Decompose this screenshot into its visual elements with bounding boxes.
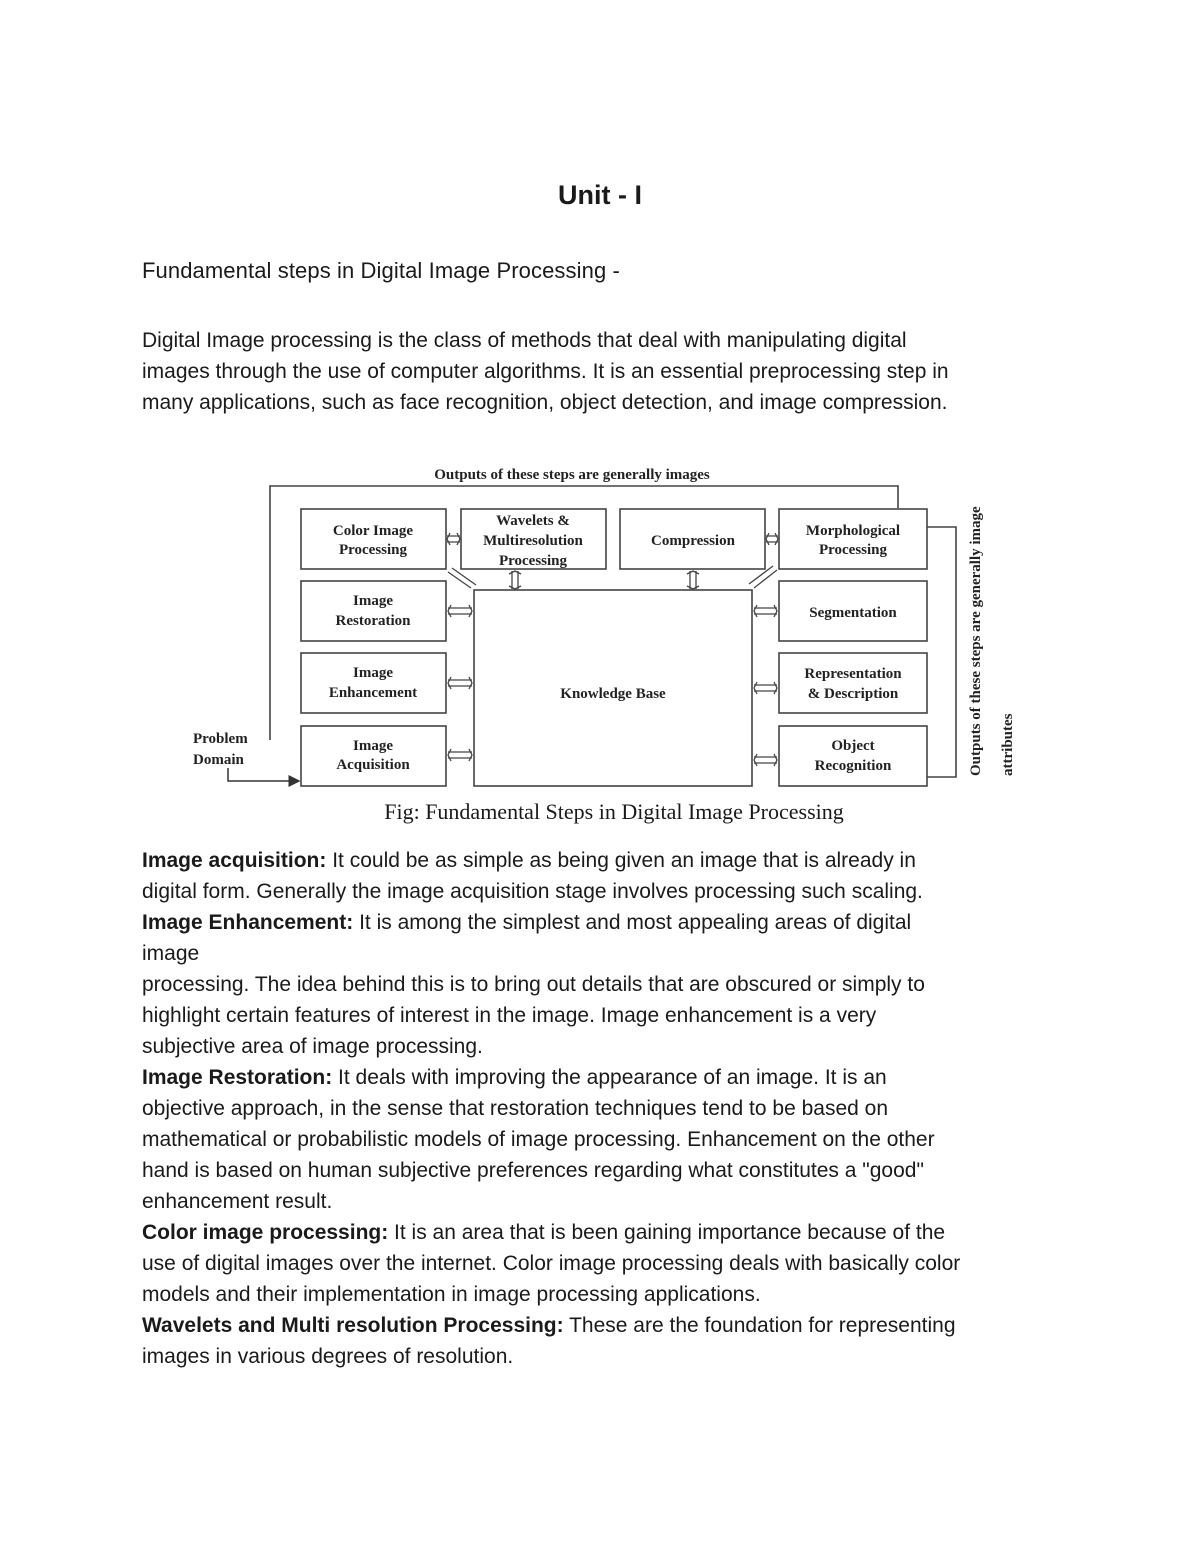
acquisition-text: It could be as simple as being given an image that is already in — [326, 849, 916, 872]
segmentation-label: Segmentation — [809, 605, 897, 621]
knowledge-base-label: Knowledge Base — [560, 686, 666, 702]
enhancement-label-2: Enhancement — [328, 685, 418, 701]
section-heading: Fundamental steps in Digital Image Processing - — [142, 258, 620, 283]
color-image-processing-box — [301, 509, 446, 569]
wavelets-line-2: images in various degrees of resolution. — [142, 1345, 514, 1368]
fundamental-steps-diagram — [186, 458, 1026, 798]
side-output-label-2: attributes — [1000, 713, 1016, 776]
color-line-3: models and their implementation in image processing applications. — [142, 1283, 761, 1306]
acquisition-line-1 — [142, 845, 1072, 876]
restoration-line-5: enhancement result. — [142, 1190, 333, 1213]
vertical-kb-connectors — [509, 571, 699, 589]
restoration-label-1: Image — [353, 593, 393, 609]
enhancement-line-4: highlight certain features of interest in the image. Image enhancement is a very — [142, 1004, 877, 1027]
object-label-1: Object — [831, 738, 875, 754]
morph-label-1: Morphological — [805, 523, 901, 539]
side-output-label-1: Outputs of these steps are generally image — [968, 506, 984, 776]
color-label-1: Color Image — [332, 523, 414, 539]
acquisition-label-1: Image — [353, 738, 393, 754]
color-term: Color image processing: — [142, 1221, 389, 1244]
morphological-processing-box — [779, 509, 927, 569]
enhancement-term: Image Enhancement: — [142, 911, 354, 934]
representation-box — [779, 653, 927, 713]
problem-domain-label-1: Problem — [193, 731, 248, 747]
wavelets-label-1: Wavelets & — [496, 513, 570, 529]
section-descriptions — [142, 845, 1072, 1372]
repr-label-2: & Description — [807, 686, 899, 702]
side-output-line — [927, 527, 956, 777]
wavelets-term: Wavelets and Multi resolution Processing: — [142, 1314, 564, 1337]
restoration-text: It deals with improving the appearance of an image. It is an — [332, 1066, 887, 1089]
wavelets-line-1 — [142, 1310, 1072, 1341]
enhancement-label-1: Image — [353, 665, 393, 681]
image-acquisition-box — [301, 726, 446, 786]
color-line-1 — [142, 1217, 1072, 1248]
enhancement-text: It is among the simplest and most appealing areas of digital — [353, 911, 912, 934]
page-title: Unit - I — [558, 180, 642, 210]
intro-line: Digital Image processing is the class of methods that deal with manipulating digital — [142, 329, 907, 352]
intro-paragraph — [142, 325, 1072, 418]
intro-line: images through the use of computer algorithms. It is an essential preprocessing step in — [142, 360, 949, 383]
image-enhancement-box — [301, 653, 446, 713]
enhancement-line-1 — [142, 907, 1072, 938]
restoration-line-3: mathematical or probabilistic models of image processing. Enhancement on the other — [142, 1128, 935, 1151]
restoration-line-2: objective approach, in the sense that restoration techniques tend to be based on — [142, 1097, 889, 1120]
acquisition-line-2: digital form. Generally the image acquisition stage involves processing such scaling. — [142, 880, 923, 903]
repr-label-1: Representation — [804, 666, 902, 682]
problem-domain-label-2: Domain — [193, 752, 244, 768]
wavelets-text: These are the foundation for representing — [563, 1314, 956, 1337]
enhancement-line-5: subjective area of image processing. — [142, 1035, 483, 1058]
compression-label: Compression — [651, 533, 735, 549]
wavelets-label-2: Multiresolution — [483, 533, 583, 549]
problem-domain-arrow — [228, 768, 299, 781]
enhancement-line-2: image — [142, 942, 200, 965]
acquisition-label-2: Acquisition — [336, 757, 410, 773]
intro-line: many applications, such as face recognition, object detection, and image compression. — [142, 391, 948, 414]
color-line-2: use of digital images over the internet. Color image processing deals with basically color — [142, 1252, 961, 1275]
top-output-label: Outputs of these steps are generally images — [434, 467, 710, 483]
restoration-line-4: hand is based on human subjective preferences regarding what constitutes a "good" — [142, 1159, 924, 1182]
color-label-2: Processing — [338, 542, 408, 558]
morph-label-2: Processing — [818, 542, 888, 558]
left-kb-connectors — [448, 605, 472, 761]
restoration-term: Image Restoration: — [142, 1066, 333, 1089]
wavelets-label-3: Processing — [498, 553, 568, 569]
object-label-2: Recognition — [814, 758, 892, 774]
image-restoration-box — [301, 581, 446, 641]
right-kb-connectors — [754, 605, 777, 766]
object-recognition-box — [779, 726, 927, 786]
restoration-line-1 — [142, 1062, 1072, 1093]
color-text: It is an area that is been gaining importance because of the — [388, 1221, 946, 1244]
enhancement-line-3: processing. The idea behind this is to bring out details that are obscured or simply to — [142, 973, 925, 996]
acquisition-term: Image acquisition: — [142, 849, 327, 872]
restoration-label-2: Restoration — [335, 613, 411, 629]
figure-caption: Fig: Fundamental Steps in Digital Image Processing — [384, 799, 844, 824]
